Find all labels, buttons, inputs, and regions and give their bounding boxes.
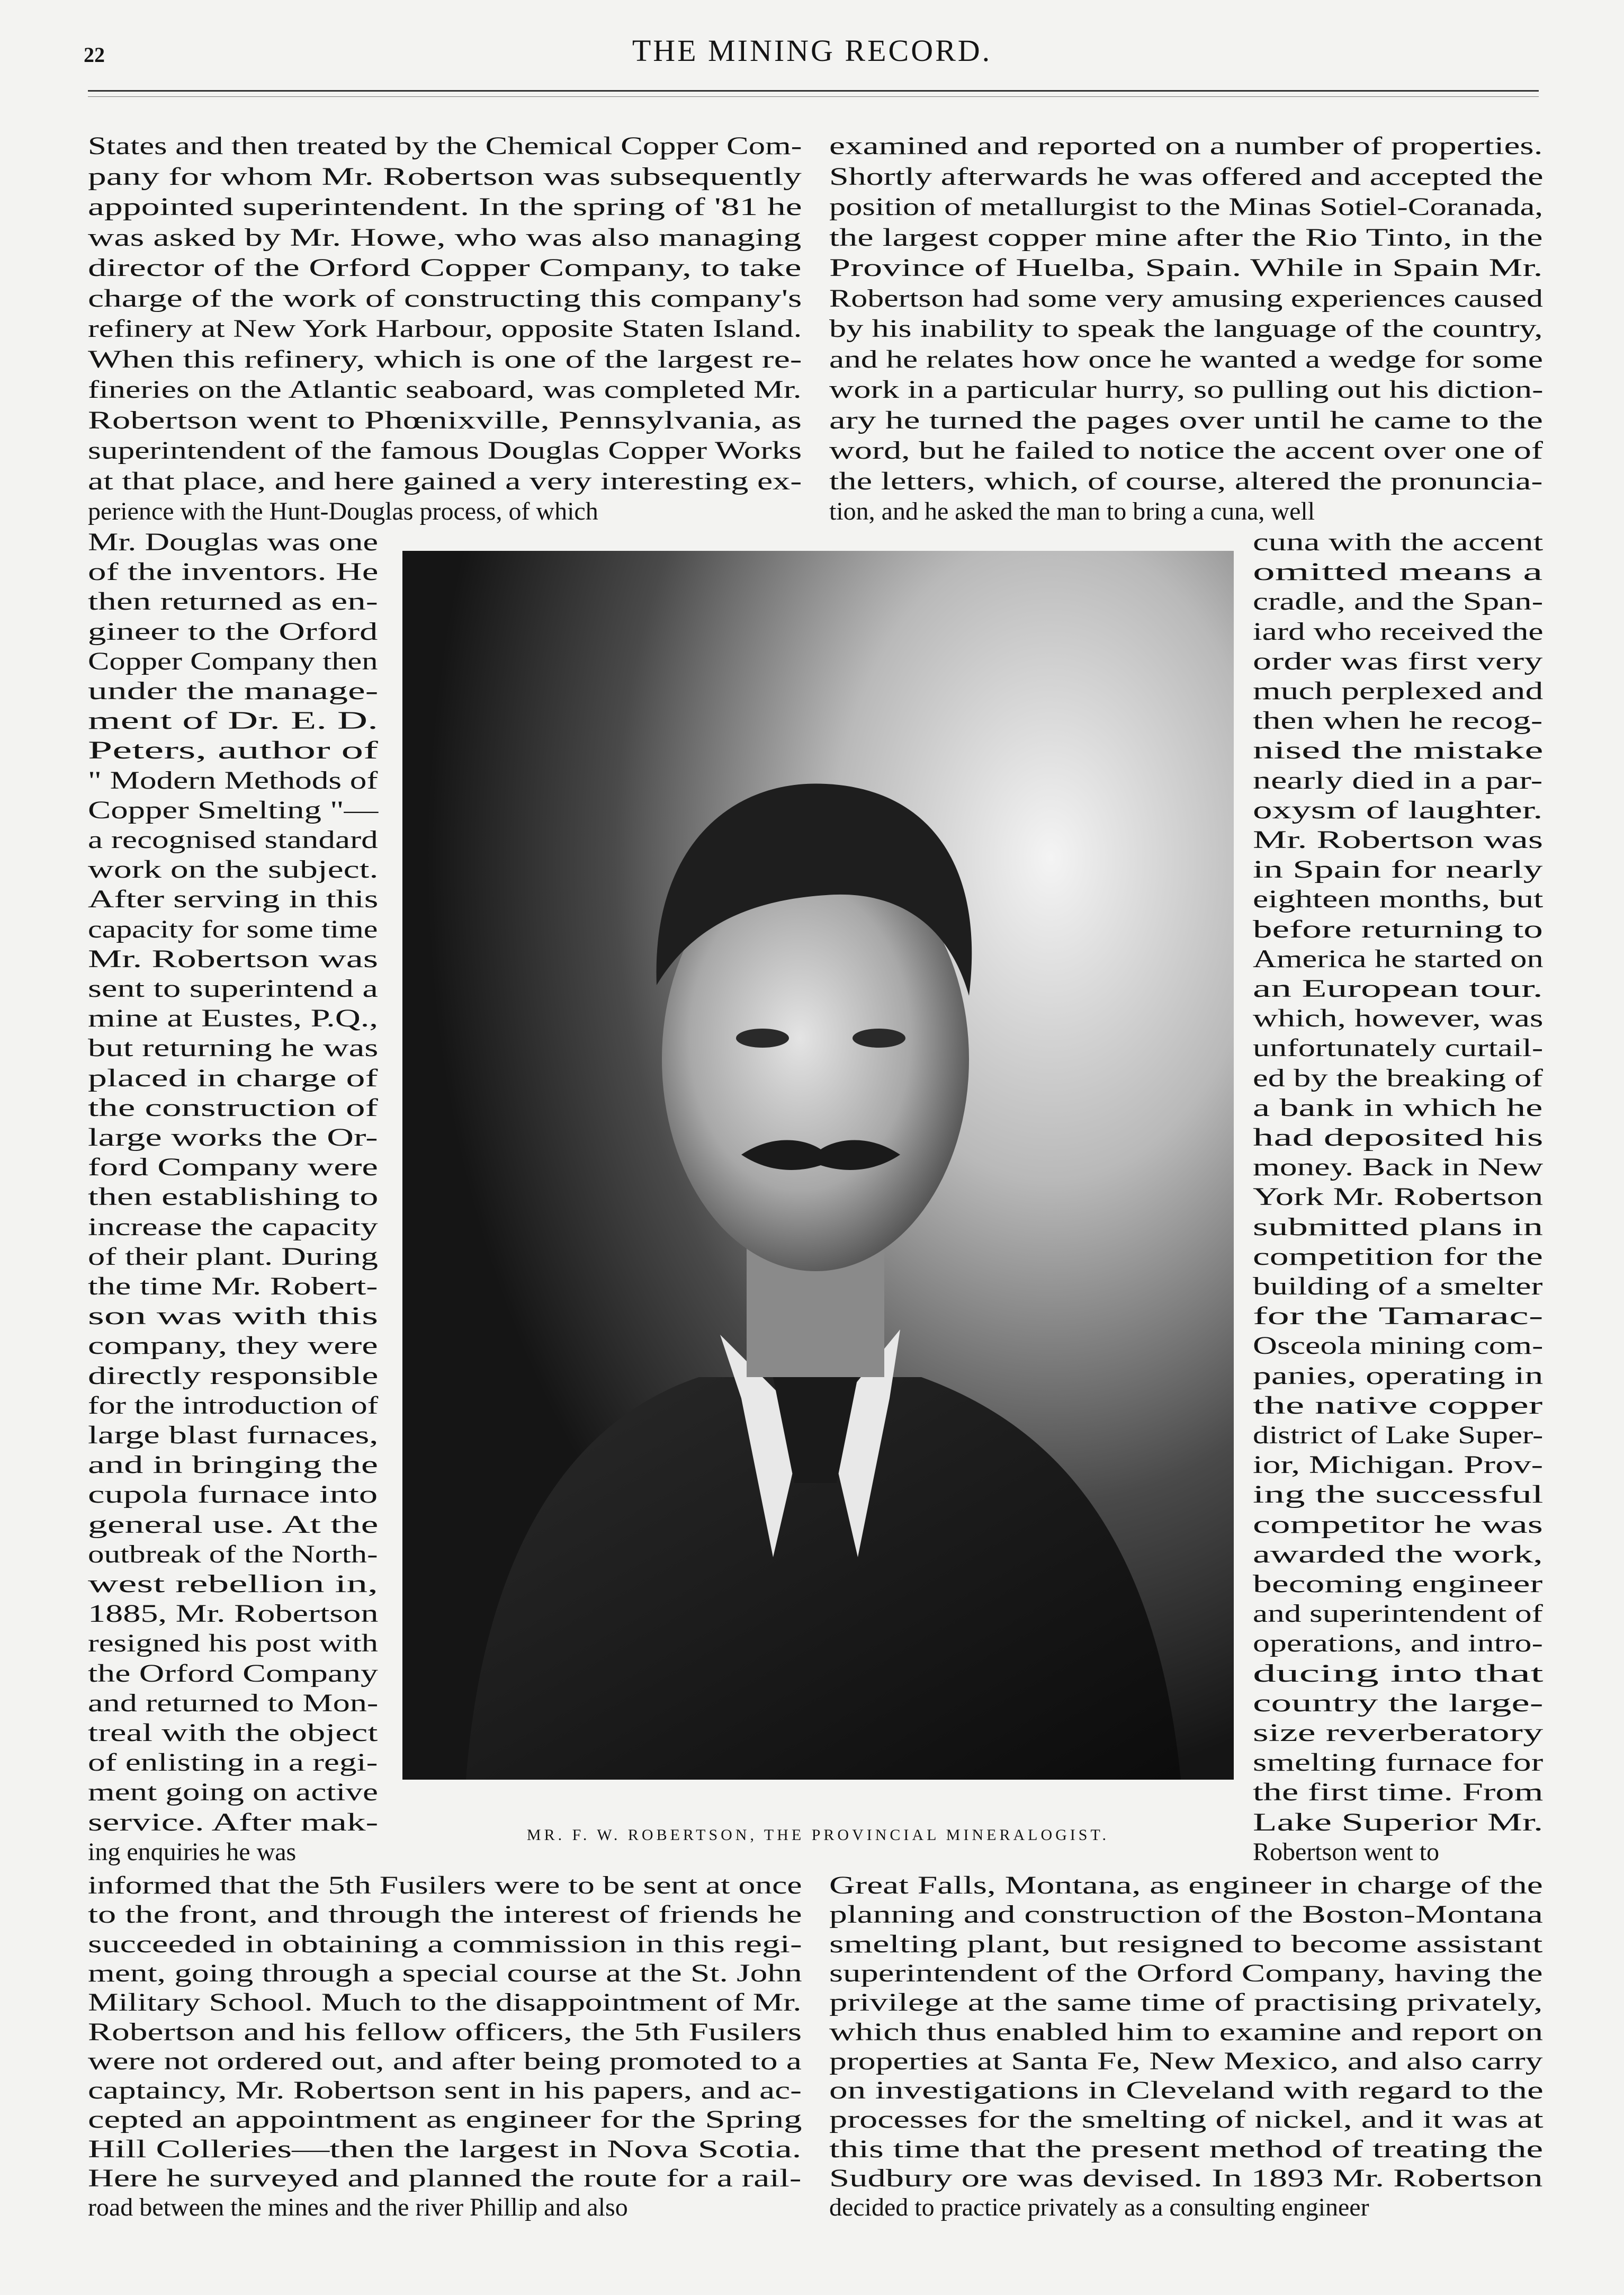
text-line: the time Mr. Robert-: [88, 1272, 378, 1300]
text-line: a bank in which he: [1253, 1093, 1543, 1122]
text-line: ing the successful: [1253, 1480, 1544, 1509]
text-line: a recognised standard: [88, 826, 378, 854]
text-line: then establishing to: [88, 1183, 379, 1211]
text-line: omitted means a: [1253, 558, 1543, 586]
text-line: processes for the smelting of nickel, and it was at: [829, 2105, 1544, 2134]
text-line: Mr. Robertson was: [1253, 826, 1543, 854]
text-line: ary he turned the pages over until he came to the: [829, 406, 1543, 434]
text-line: placed in charge of: [88, 1064, 378, 1092]
text-line: ment, going through a special course at the St. John: [88, 1959, 802, 1987]
text-line: then returned as en-: [88, 587, 378, 616]
text-line: the first time. From: [1253, 1778, 1544, 1807]
text-line: district of Lake Super-: [1253, 1421, 1544, 1449]
text-line: Military School. Much to the disappointment of Mr.: [88, 1988, 802, 2017]
text-line: for the Tamarac-: [1253, 1302, 1544, 1330]
text-line: oxysm of laughter.: [1253, 796, 1543, 824]
text-line: charge of the work of constructing this company's: [88, 284, 802, 312]
text-line: director of the Orford Copper Company, to take: [88, 254, 802, 282]
text-line: fineries on the Atlantic seaboard, was completed Mr.: [88, 376, 802, 404]
text-line: the native copper: [1253, 1391, 1543, 1419]
text-line: increase the capacity: [88, 1212, 378, 1241]
text-line: Mr. Robertson was: [88, 944, 378, 973]
text-line: pany for whom Mr. Robertson was subsequently: [88, 162, 802, 191]
text-line: Shortly afterwards he was offered and accepted the: [829, 162, 1544, 191]
text-line: at that place, and here gained a very interesting ex-: [88, 467, 802, 495]
text-line: cuna with the accent: [1253, 528, 1544, 556]
text-line: company, they were: [88, 1332, 378, 1360]
text-line: and in bringing the: [88, 1451, 378, 1479]
text-line: order was first very: [1253, 647, 1543, 675]
text-line: ing enquiries he was: [88, 1837, 297, 1866]
text-line: for the introduction of: [88, 1391, 379, 1419]
text-line: the largest copper mine after the Rio Tinto, in the: [829, 223, 1543, 252]
text-line: country the large-: [1253, 1689, 1544, 1717]
text-line: Hill Colleries—then the largest in Nova Scotia.: [88, 2135, 802, 2163]
text-line: Robertson and his fellow officers, the 5th Fusilers: [88, 2017, 802, 2046]
text-line: treal with the object: [88, 1719, 378, 1747]
text-line: panies, operating in: [1253, 1361, 1544, 1390]
text-line: superintendent of the Orford Company, having the: [829, 1959, 1543, 1987]
text-line: smelting furnace for: [1253, 1748, 1544, 1777]
running-head: THE MINING RECORD.: [632, 33, 992, 68]
text-line: Osceola mining com-: [1253, 1332, 1544, 1360]
text-line: Copper Smelting "—: [88, 796, 379, 824]
text-line: work in a particular hurry, so pulling out his diction-: [829, 376, 1544, 404]
text-line: tion, and he asked the man to bring a cuna, well: [829, 497, 1315, 525]
text-line: had deposited his: [1253, 1123, 1544, 1151]
text-line: and he relates how once he wanted a wedge for some: [829, 345, 1543, 373]
text-line: Robertson went to: [1253, 1837, 1439, 1866]
text-line: which thus enabled him to examine and report on: [829, 2017, 1544, 2046]
text-line: son was with this: [88, 1302, 379, 1330]
text-line: of enlisting in a regi-: [88, 1748, 378, 1777]
text-line: this time that the present method of treating the: [829, 2135, 1544, 2163]
text-line: an European tour.: [1253, 975, 1543, 1003]
text-line: submitted plans in: [1253, 1212, 1543, 1241]
text-line: ment going on active: [88, 1778, 378, 1807]
text-line: cradle, and the Span-: [1253, 587, 1544, 616]
text-line: decided to practice privately as a consulting engineer: [829, 2193, 1369, 2222]
text-line: Great Falls, Montana, as engineer in charge of the: [829, 1871, 1543, 1899]
text-line: refinery at New York Harbour, opposite Staten Island.: [88, 315, 802, 343]
text-line: of the inventors. He: [88, 558, 379, 586]
text-line: planning and construction of the Boston-Montana: [829, 1900, 1543, 1929]
text-line: much perplexed and: [1253, 677, 1544, 705]
text-line: large works the Or-: [88, 1123, 378, 1151]
text-line: cepted an appointment as engineer for the Spring: [88, 2105, 802, 2134]
text-line: perience with the Hunt-Douglas process, of which: [88, 497, 598, 525]
header-rule: [88, 90, 1539, 92]
text-line: mine at Eustes, P.Q.,: [88, 1004, 378, 1033]
text-line: the Orford Company: [88, 1659, 378, 1687]
text-line: before returning to: [1253, 915, 1543, 943]
text-line: Robertson had some very amusing experiences caused: [829, 284, 1544, 312]
text-line: becoming engineer: [1253, 1570, 1543, 1598]
text-line: ior, Michigan. Prov-: [1253, 1451, 1544, 1479]
text-line: succeeded in obtaining a commission in this regi-: [88, 1930, 802, 1958]
text-line: which, however, was: [1253, 1004, 1544, 1033]
text-line: under the manage-: [88, 677, 379, 705]
text-line: ment of Dr. E. D.: [88, 707, 378, 735]
text-line: Peters, author of: [88, 736, 378, 765]
text-line: size reverberatory: [1253, 1719, 1544, 1747]
text-line: Sudbury ore was devised. In 1893 Mr. Robertson: [829, 2164, 1543, 2192]
text-line: properties at Santa Fe, New Mexico, and also carry: [829, 2047, 1543, 2075]
text-line: superintendent of the famous Douglas Copper Works: [88, 436, 802, 465]
text-line: operations, and intro-: [1253, 1629, 1543, 1658]
text-line: and superintendent of: [1253, 1600, 1543, 1628]
portrait-photo: [402, 551, 1234, 1780]
text-line: States and then treated by the Chemical Copper Com-: [88, 132, 802, 160]
text-line: ed by the breaking of: [1253, 1064, 1543, 1092]
text-line: the construction of: [88, 1093, 378, 1122]
text-line: west rebellion in,: [88, 1570, 378, 1598]
text-line: word, but he failed to notice the accent over one of: [829, 436, 1543, 465]
text-line: " Modern Methods of: [88, 766, 378, 794]
text-line: sent to superintend a: [88, 975, 378, 1003]
text-line: appointed superintendent. In the spring of '81 he: [88, 193, 802, 221]
figure-caption: MR. F. W. ROBERTSON, THE PROVINCIAL MINERALOGIST.: [526, 1826, 1110, 1844]
text-line: informed that the 5th Fusilers were to be sent at once: [88, 1871, 802, 1899]
text-line: 1885, Mr. Robertson: [88, 1600, 379, 1628]
text-line: by his inability to speak the language of the country,: [829, 315, 1543, 343]
text-line: Province of Huelba, Spain. While in Spain Mr.: [829, 254, 1543, 282]
header-rule-thin: [88, 96, 1539, 97]
text-line: in Spain for nearly: [1253, 855, 1543, 884]
text-line: iard who received the: [1253, 617, 1544, 646]
text-line: but returning he was: [88, 1034, 379, 1062]
text-line: the letters, which, of course, altered the pronuncia-: [829, 467, 1543, 495]
text-line: service. After mak-: [88, 1808, 379, 1836]
text-line: Here he surveyed and planned the route for a rail-: [88, 2164, 802, 2192]
text-line: competitor he was: [1253, 1510, 1543, 1539]
text-line: outbreak of the North-: [88, 1540, 378, 1568]
portrait-image: [402, 551, 1234, 1780]
text-line: cupola furnace into: [88, 1480, 378, 1509]
text-line: Robertson went to Phœnixville, Pennsylvania, as: [88, 406, 802, 434]
text-line: smelting plant, but resigned to become assistant: [829, 1930, 1543, 1958]
text-line: was asked by Mr. Howe, who was also managing: [88, 223, 802, 252]
text-line: privilege at the same time of practising privately,: [829, 1988, 1543, 2017]
text-line: eighteen months, but: [1253, 885, 1544, 914]
text-line: position of metallurgist to the Minas Sotiel-Coranada,: [829, 193, 1543, 221]
text-line: ducing into that: [1253, 1659, 1544, 1687]
text-line: were not ordered out, and after being promoted to a: [88, 2047, 802, 2075]
text-line: gineer to the Orford: [88, 617, 378, 646]
text-line: nised the mistake: [1253, 736, 1544, 765]
text-line: Mr. Douglas was one: [88, 528, 378, 556]
text-line: captaincy, Mr. Robertson sent in his papers, and ac-: [88, 2076, 802, 2105]
text-line: large blast furnaces,: [88, 1421, 379, 1449]
text-line: resigned his post with: [88, 1629, 378, 1658]
page-number: 22: [84, 43, 105, 67]
text-line: awarded the work,: [1253, 1540, 1543, 1568]
text-line: directly responsible: [88, 1361, 379, 1390]
text-line: ford Company were: [88, 1153, 378, 1182]
text-line: America he started on: [1253, 944, 1544, 973]
text-line: nearly died in a par-: [1253, 766, 1543, 794]
text-line: work on the subject.: [88, 855, 379, 884]
text-line: capacity for some time: [88, 915, 378, 943]
text-line: Lake Superior Mr.: [1253, 1808, 1544, 1836]
text-line: money. Back in New: [1253, 1153, 1544, 1182]
text-line: unfortunately curtail-: [1253, 1034, 1544, 1062]
text-line: general use. At the: [88, 1510, 379, 1539]
text-line: road between the mines and the river Phillip and also: [88, 2193, 628, 2222]
text-line: Copper Company then: [88, 647, 378, 675]
text-line: After serving in this: [88, 885, 379, 914]
text-line: and returned to Mon-: [88, 1689, 379, 1717]
text-line: When this refinery, which is one of the largest re-: [88, 345, 802, 373]
text-line: building of a smelter: [1253, 1272, 1543, 1300]
text-line: examined and reported on a number of properties.: [829, 132, 1543, 160]
text-line: of their plant. During: [88, 1242, 378, 1271]
text-line: to the front, and through the interest of friends he: [88, 1900, 802, 1929]
text-line: competition for the: [1253, 1242, 1543, 1271]
text-line: York Mr. Robertson: [1253, 1183, 1544, 1211]
text-line: on investigations in Cleveland with regard to the: [829, 2076, 1544, 2105]
text-line: then when he recog-: [1253, 707, 1543, 735]
